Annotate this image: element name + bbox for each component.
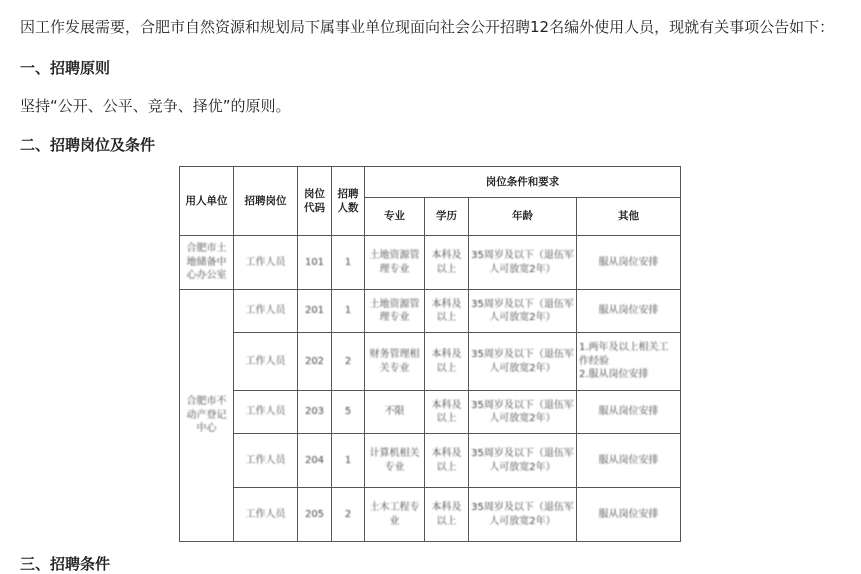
header-education: 学历 [425,198,469,236]
header-age: 年龄 [469,198,577,236]
header-post: 招聘岗位 [234,167,298,236]
code-cell: 205 [298,488,332,542]
table-row [180,391,681,434]
post-cell: 工作人员 [234,333,298,391]
header-major: 专业 [365,198,425,236]
header-requirements: 岗位条件和要求 [365,167,681,198]
header-other: 其他 [577,198,681,236]
major-cell: 计算机相关专业 [365,434,425,488]
other-condition-1: 1.两年及以上相关工作经验 [579,342,669,367]
other-cell: 服从岗位安排 [577,290,681,333]
section-heading-positions: 二、招聘岗位及条件 [20,136,156,154]
recruitment-table [179,166,681,542]
age-cell: 35周岁及以下（退伍军人可放宽2年） [469,236,577,290]
major-cell: 财务管理相关专业 [365,333,425,391]
major-cell: 土地资源管理专业 [365,236,425,290]
education-cell: 本科及以上 [425,488,469,542]
education-cell: 本科及以上 [425,434,469,488]
other-condition-2: 2.服从岗位安排 [579,369,649,381]
header-unit: 用人单位 [180,167,234,236]
post-cell: 工作人员 [234,290,298,333]
post-cell: 工作人员 [234,236,298,290]
education-cell: 本科及以上 [425,391,469,434]
other-cell [577,333,681,391]
age-cell: 35周岁及以下（退伍军人可放宽2年） [469,333,577,391]
header-code: 岗位代码 [298,167,332,236]
other-cell: 服从岗位安排 [577,434,681,488]
education-cell: 本科及以上 [425,290,469,333]
unit-cell: 合肥市不动产登记中心 [180,290,234,542]
post-cell: 工作人员 [234,434,298,488]
table-row [180,434,681,488]
code-cell: 202 [298,333,332,391]
age-cell: 35周岁及以下（退伍军人可放宽2年） [469,290,577,333]
count-cell: 1 [332,290,365,333]
count-cell: 2 [332,488,365,542]
intro-paragraph: 因工作发展需要，合肥市自然资源和规划局下属事业单位现面向社会公开招聘12名编外使用人员，现就有关事项公告如下： [20,18,835,36]
code-cell: 101 [298,236,332,290]
post-cell: 工作人员 [234,488,298,542]
major-cell: 不限 [365,391,425,434]
count-cell: 2 [332,333,365,391]
header-count: 招聘人数 [332,167,365,236]
section-heading-principles: 一、招聘原则 [20,59,111,77]
age-cell: 35周岁及以下（退伍军人可放宽2年） [469,434,577,488]
major-cell: 土地资源管理专业 [365,290,425,333]
unit-cell: 合肥市土地储备中心办公室 [180,236,234,290]
table-row [180,290,681,333]
age-cell: 35周岁及以下（退伍军人可放宽2年） [469,488,577,542]
other-cell: 服从岗位安排 [577,391,681,434]
count-cell: 5 [332,391,365,434]
major-cell: 土木工程专业 [365,488,425,542]
table-row [180,236,681,290]
table-row [180,488,681,542]
education-cell: 本科及以上 [425,236,469,290]
code-cell: 203 [298,391,332,434]
code-cell: 201 [298,290,332,333]
post-cell: 工作人员 [234,391,298,434]
count-cell: 1 [332,434,365,488]
section-heading-conditions: 三、招聘条件 [20,555,111,573]
principles-paragraph: 坚持“公开、公平、竞争、择优”的原则。 [20,97,291,115]
other-cell: 服从岗位安排 [577,236,681,290]
count-cell: 1 [332,236,365,290]
table-row [180,333,681,391]
age-cell: 35周岁及以下（退伍军人可放宽2年） [469,391,577,434]
education-cell: 本科及以上 [425,333,469,391]
code-cell: 204 [298,434,332,488]
other-cell: 服从岗位安排 [577,488,681,542]
